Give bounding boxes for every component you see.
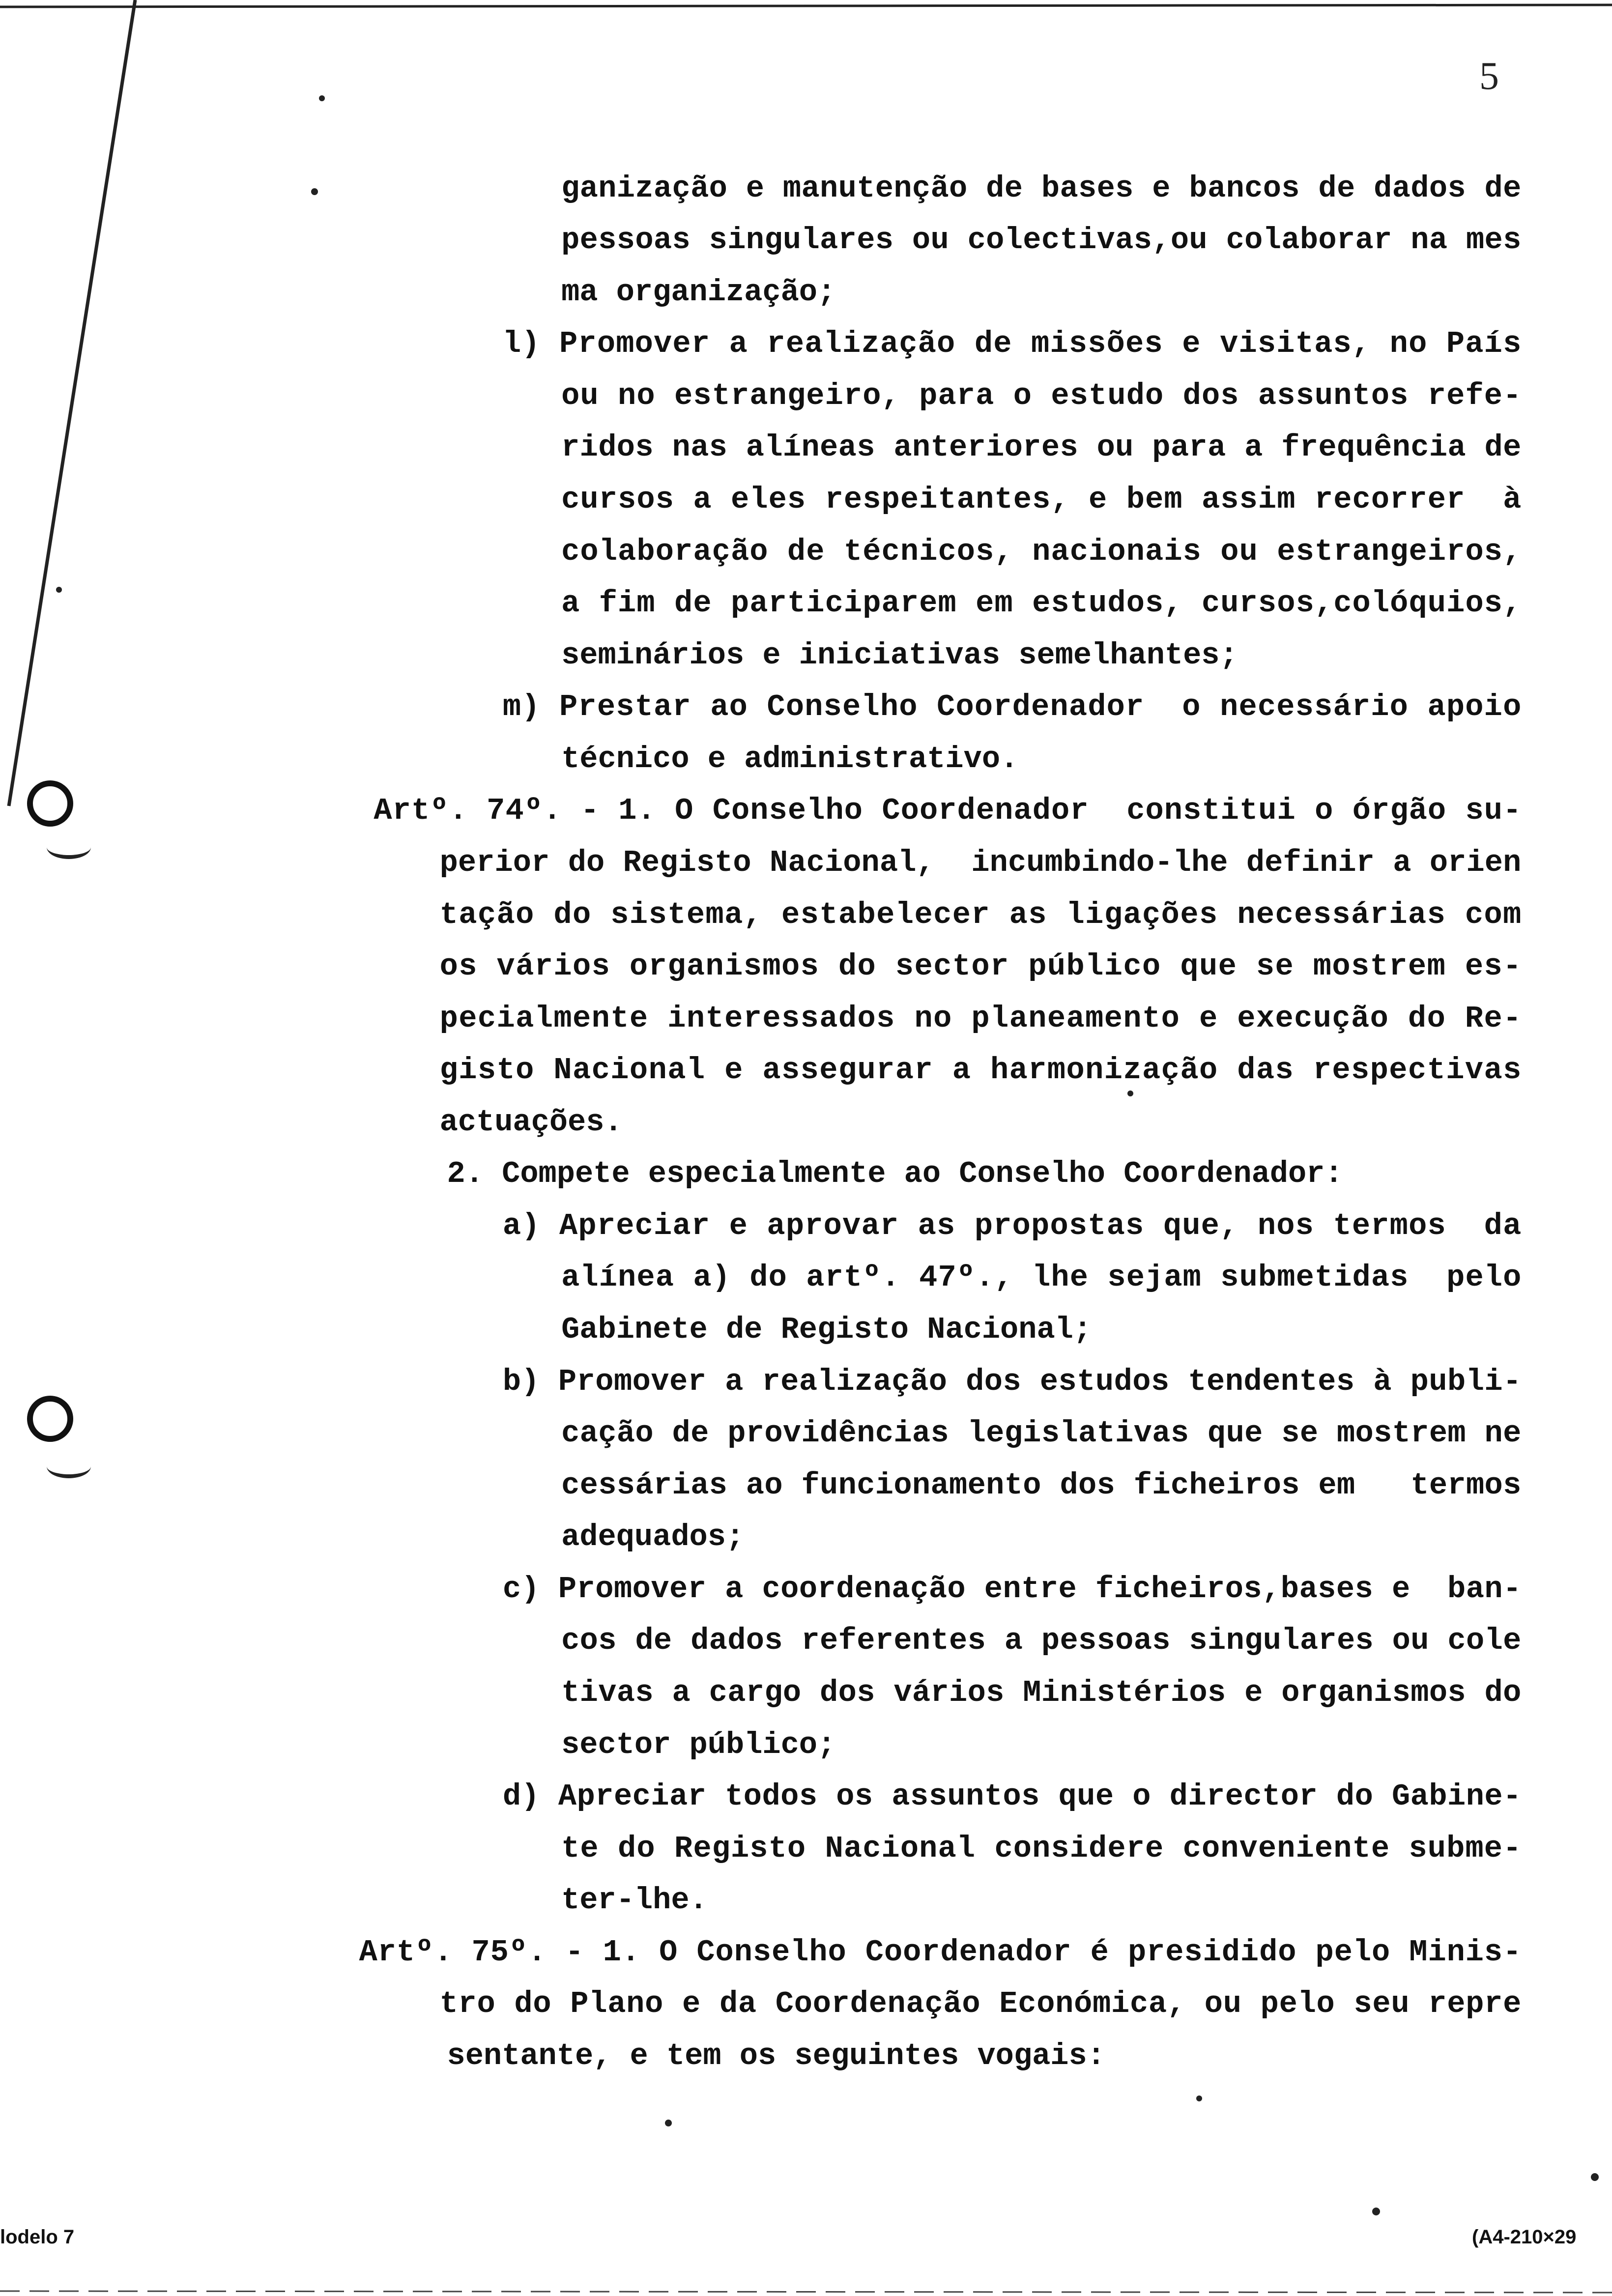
text-line: tação do sistema, estabelecer as ligações necessárias com bbox=[439, 897, 1522, 932]
speck bbox=[1372, 2208, 1380, 2215]
speck bbox=[1127, 1091, 1133, 1096]
text-line: alínea a) do artº. 47º., lhe sejam submetidas pelo bbox=[561, 1260, 1522, 1295]
list-item-line: b) Promover a realização dos estudos tendentes à publi- bbox=[502, 1364, 1522, 1399]
speck bbox=[56, 587, 62, 593]
list-item-line: c) Promover a coordenação entre ficheiros,bases e ban- bbox=[502, 1571, 1522, 1607]
text-line: adequados; bbox=[561, 1520, 745, 1555]
text-line: pecialmente interessados no planeamento e execução do Re- bbox=[439, 1001, 1522, 1036]
page-number: 5 bbox=[1479, 55, 1499, 98]
text-line: perior do Registo Nacional, incumbindo-lhe definir a orien bbox=[439, 845, 1522, 880]
bottom-border-line bbox=[0, 2291, 1612, 2293]
footer-paper-size: (A4-210×29 bbox=[1472, 2226, 1577, 2248]
footer-form-model: lodelo 7 bbox=[0, 2226, 75, 2248]
text-line: ridos nas alíneas anteriores ou para a frequência de bbox=[561, 430, 1522, 465]
text-line: gisto Nacional e assegurar a harmonização das respectivas bbox=[439, 1053, 1522, 1088]
speck bbox=[319, 95, 325, 101]
text-line: colaboração de técnicos, nacionais ou estrangeiros, bbox=[561, 534, 1522, 569]
text-line: cos de dados referentes a pessoas singulares ou cole bbox=[561, 1623, 1522, 1659]
text-line: técnico e administrativo. bbox=[561, 741, 1019, 776]
list-item-line: 2. Compete especialmente ao Conselho Coordenador: bbox=[447, 1156, 1343, 1192]
text-line: sentante, e tem os seguintes vogais: bbox=[447, 2038, 1105, 2073]
text-line: cursos a eles respeitantes, e bem assim recorrer à bbox=[561, 482, 1522, 517]
punch-hole-bottom bbox=[27, 1396, 73, 1442]
text-line: Gabinete de Registo Nacional; bbox=[561, 1312, 1092, 1348]
speck bbox=[665, 2120, 672, 2126]
text-line: sector público; bbox=[561, 1727, 836, 1762]
punch-hole-top-shadow bbox=[47, 835, 91, 859]
text-line: ganização e manutenção de bases e bancos de dados de bbox=[561, 171, 1522, 206]
text-line: cessárias ao funcionamento dos ficheiros em termos bbox=[561, 1467, 1522, 1503]
article-heading-line: Artº. 74º. - 1. O Conselho Coordenador constitui o órgão su- bbox=[374, 793, 1522, 829]
punch-hole-top bbox=[27, 780, 73, 827]
top-border-line bbox=[0, 5, 1612, 7]
list-item-line: d) Apreciar todos os assuntos que o director do Gabine- bbox=[502, 1779, 1522, 1814]
text-line: tro do Plano e da Coordenação Económica, ou pelo seu repre bbox=[439, 1986, 1522, 2022]
list-item-line: l) Promover a realização de missões e visitas, no País bbox=[502, 326, 1522, 362]
text-line: cação de providências legislativas que se mostrem ne bbox=[561, 1416, 1522, 1451]
text-line: seminários e iniciativas semelhantes; bbox=[561, 637, 1238, 673]
speck bbox=[1196, 2095, 1202, 2101]
speck bbox=[311, 188, 318, 195]
text-line: os vários organismos do sector público que se mostrem es- bbox=[439, 949, 1522, 984]
text-line: ter-lhe. bbox=[561, 1883, 708, 1918]
list-item-line: m) Prestar ao Conselho Coordenador o necessário apoio bbox=[502, 689, 1522, 725]
speck bbox=[1591, 2173, 1599, 2181]
punch-hole-bottom-shadow bbox=[47, 1455, 91, 1478]
text-line: pessoas singulares ou colectivas,ou colaborar na mes bbox=[561, 223, 1522, 258]
text-line: ou no estrangeiro, para o estudo dos assuntos refe- bbox=[561, 378, 1522, 413]
list-item-line: a) Apreciar e aprovar as propostas que, nos termos da bbox=[502, 1208, 1522, 1243]
text-line: tivas a cargo dos vários Ministérios e organismos do bbox=[561, 1675, 1522, 1710]
margin-stroke bbox=[9, 0, 135, 806]
text-line: te do Registo Nacional considere conveniente subme- bbox=[561, 1831, 1522, 1866]
text-line: actuações. bbox=[439, 1104, 623, 1140]
text-line: ma organização; bbox=[561, 274, 836, 310]
article-heading-line: Artº. 75º. - 1. O Conselho Coordenador é presidido pelo Minis- bbox=[359, 1934, 1522, 1970]
text-line: a fim de participarem em estudos, cursos,colóquios, bbox=[561, 586, 1522, 621]
